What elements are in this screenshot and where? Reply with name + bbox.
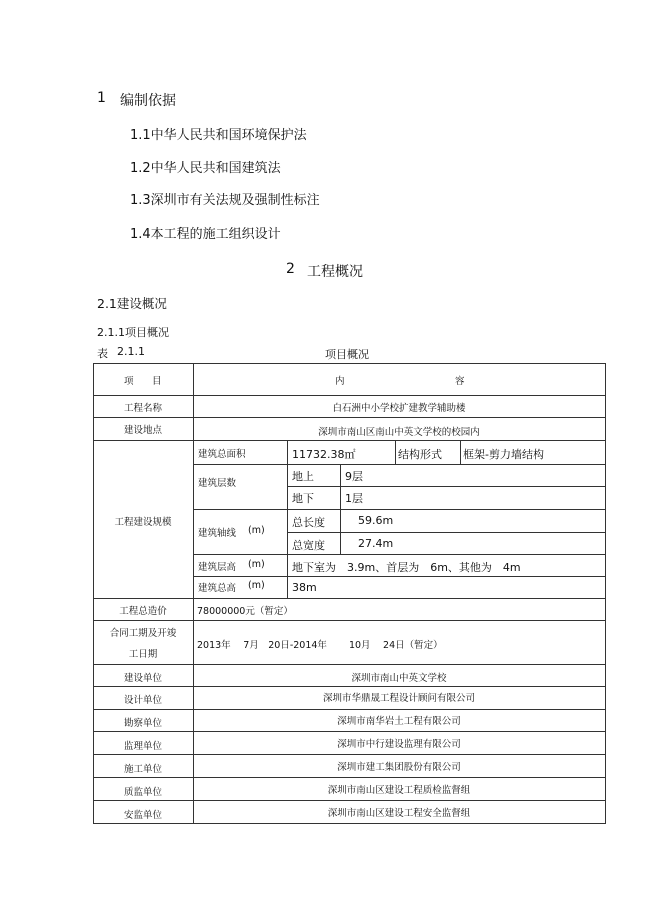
period-label-line2: 工日期: [128, 649, 158, 660]
section2-number: 2: [286, 261, 295, 277]
table-line: [93, 417, 606, 418]
table-caption-label: 表: [97, 347, 108, 360]
axis-unit: (m): [248, 525, 265, 536]
table-line: [93, 395, 606, 396]
below-ground-label: 地下: [292, 492, 314, 505]
table-line: [93, 620, 606, 621]
table-line: [93, 754, 606, 755]
section2-sub-heading: 2.1建设概况: [97, 296, 167, 311]
below-ground-value: 1层: [345, 492, 363, 505]
section1-number: 1: [97, 90, 106, 106]
storey-height-unit: (m): [248, 559, 265, 570]
section1-item-4: 1.4本工程的施工组织设计: [130, 227, 281, 242]
header-col2-char1: 内: [335, 376, 345, 387]
table-row-label: 施工单位: [123, 764, 162, 775]
section1-item-3: 1.3深圳市有关法规及强制性标注: [130, 193, 320, 208]
table-row-label: 质监单位: [123, 787, 162, 798]
total-width-value: 27.4m: [358, 537, 394, 550]
total-area-value: 11732.38㎡: [292, 448, 356, 461]
section2-title: 工程概况: [307, 264, 363, 280]
table-row-label: 监理单位: [123, 741, 162, 752]
axis-label: 建筑轴线: [198, 528, 237, 539]
table-line: [93, 823, 606, 824]
header-col1-char1: 项: [124, 376, 134, 387]
header-col2-char2: 容: [455, 376, 465, 387]
structure-type-label: 结构形式: [398, 448, 442, 461]
storey-height-label: 建筑层高: [198, 562, 237, 573]
table-line: [93, 598, 606, 599]
total-length-label: 总长度: [292, 516, 325, 529]
table-row-value: 深圳市南山区建设工程质检监督组: [327, 785, 471, 796]
table-line: [287, 440, 288, 598]
section2-subsub-heading: 2.1.1项目概况: [97, 326, 169, 339]
table-caption-title: 项目概况: [325, 348, 369, 361]
location-label: 建设地点: [123, 425, 162, 436]
table-row-value: 深圳市建工集团股份有限公司: [337, 762, 461, 773]
table-line: [93, 777, 606, 778]
table-line: [93, 709, 606, 710]
section1-item-2: 1.2中华人民共和国建筑法: [130, 161, 281, 176]
table-line: [287, 486, 606, 487]
floors-label: 建筑层数: [198, 478, 237, 489]
header-col1-char2: 目: [152, 376, 162, 387]
table-line: [287, 532, 606, 533]
scale-label: 工程建设规模: [114, 517, 172, 528]
cost-label: 工程总造价: [119, 606, 167, 617]
table-line: [93, 800, 606, 801]
period-label-line1: 合同工期及开竣: [109, 628, 177, 639]
table-line: [605, 363, 606, 824]
table-line: [460, 440, 461, 464]
total-length-value: 59.6m: [358, 514, 394, 527]
cost-value: 78000000元（暂定）: [197, 606, 293, 617]
table-line: [193, 554, 606, 555]
table-line: [93, 363, 606, 364]
table-row-value: 深圳市中行建设监理有限公司: [337, 739, 461, 750]
section1-item-1: 1.1中华人民共和国环境保护法: [130, 128, 307, 143]
total-height-label: 建筑总高: [198, 583, 237, 594]
table-line: [193, 464, 606, 465]
table-line: [340, 464, 341, 509]
table-line: [193, 576, 606, 577]
above-ground-label: 地上: [292, 470, 314, 483]
table-line: [93, 664, 606, 665]
table-line: [93, 686, 606, 687]
table-row-value: 深圳市南山区建设工程安全监督组: [327, 808, 471, 819]
storey-height-value: 地下室为 3.9m、首层为 6m、其他为 4m: [292, 561, 521, 574]
table-row-value: 深圳市南华岩土工程有限公司: [337, 716, 461, 727]
table-line: [193, 509, 606, 510]
location-value: 深圳市南山区南山中英文学校的校园内: [318, 427, 480, 438]
project-name-value: 白石洲中小学校扩建教学辅助楼: [332, 403, 466, 414]
table-line: [93, 731, 606, 732]
table-line: [93, 440, 606, 441]
table-row-value: 深圳市南山中英文学校: [351, 673, 447, 684]
table-line: [340, 509, 341, 554]
table-line: [395, 440, 396, 464]
total-width-label: 总宽度: [292, 539, 325, 552]
table-row-value: 深圳市华鼎晟工程设计顾问有限公司: [322, 693, 475, 704]
section1-title: 编制依据: [120, 93, 176, 109]
above-ground-value: 9层: [345, 470, 363, 483]
table-row-label: 设计单位: [123, 695, 162, 706]
total-area-label: 建筑总面积: [198, 449, 246, 460]
table-row-label: 建设单位: [123, 673, 162, 684]
table-row-label: 安监单位: [123, 810, 162, 821]
period-value: 2013年 7月 20日-2014年 10月 24日（暂定）: [197, 640, 443, 651]
total-height-unit: (m): [248, 580, 265, 591]
table-row-label: 勘察单位: [123, 718, 162, 729]
table-caption-number: 2.1.1: [117, 345, 145, 358]
project-name-label: 工程名称: [123, 403, 162, 414]
total-height-value: 38m: [292, 581, 317, 594]
structure-type-value: 框架-剪力墙结构: [463, 448, 544, 461]
